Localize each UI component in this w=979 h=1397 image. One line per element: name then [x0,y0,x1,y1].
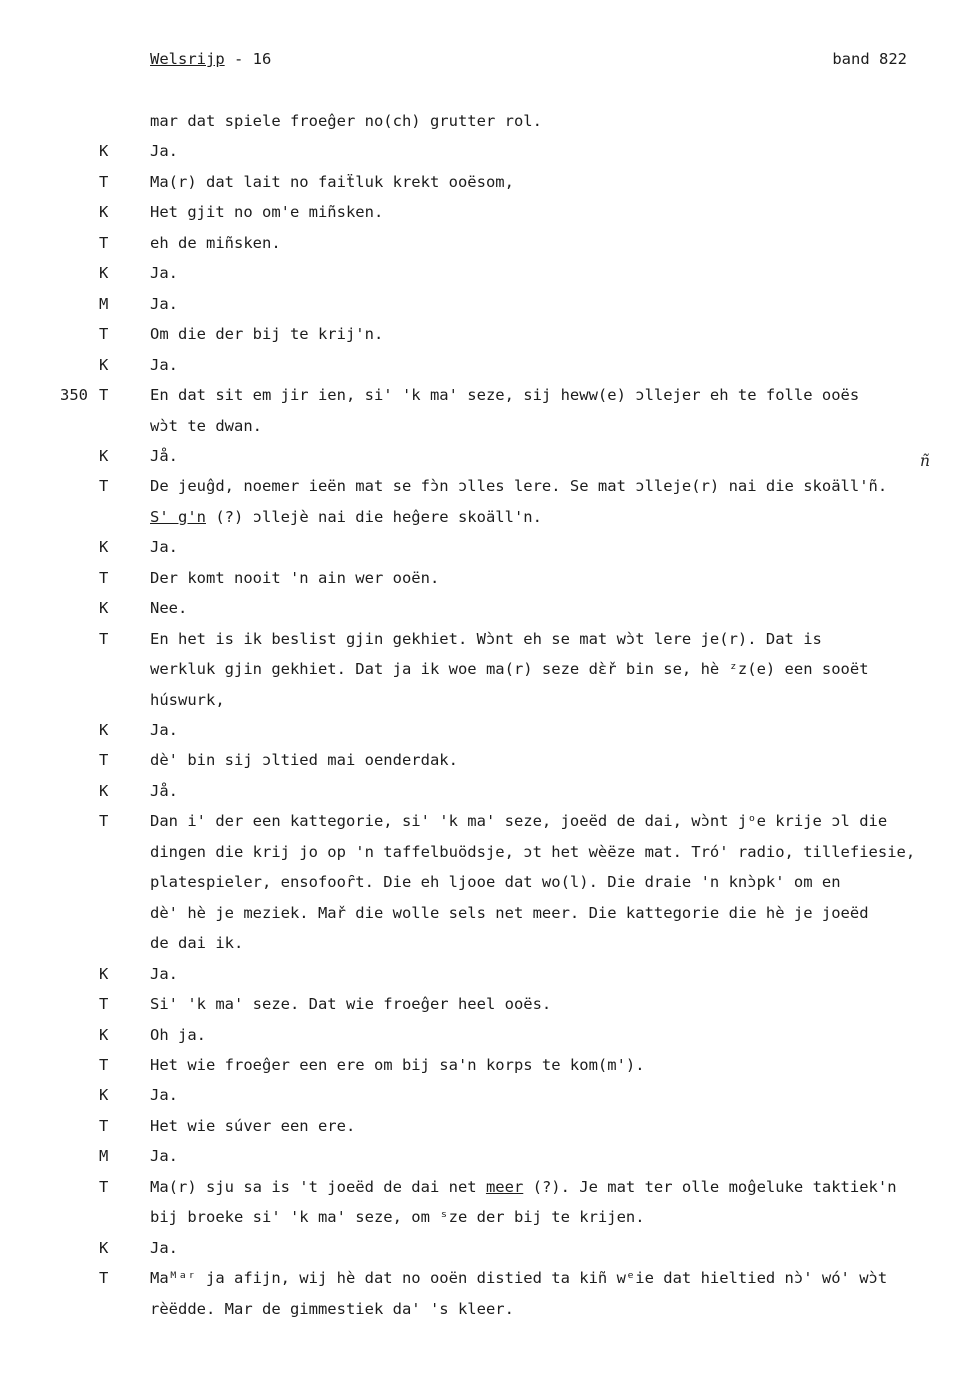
speaker-label: K [99,355,109,374]
utterance-text: Ja. [150,1238,178,1257]
utterance-text: Dan i' der een kattegorie, si' 'k ma' seze, joeëd de dai, wɔ̀nt jᵒe krije ɔl die [150,812,888,831]
line-number: 350 [60,386,88,405]
page-header [150,50,271,68]
speaker-label: T [99,1269,109,1288]
utterance-text: Ja. [150,964,178,983]
utterance-text: Ja. [150,294,178,313]
speaker-label: T [99,568,109,587]
utterance-text: De jeuĝd, noemer ieën mat se fɔ̀n ɔlles lere. Se mat ɔlleje(r) nai die skoäll'ñ. [150,477,888,496]
utterance-text: dè' bin sij ɔltied mai oenderdak. [150,751,458,770]
utterance-text: Jå. [150,446,178,465]
utterance-text: Maᴹᵃʳ ja afijn, wij hè dat no ooën distied ta kiñ wᵉie dat hieltied nɔ̀' wó' wɔ̀t [150,1269,888,1288]
speaker-label: K [99,1238,109,1257]
utterance-text: Ma(r) sju sa is 't joeëd de dai net meer (?). Je mat ter olle moĝeluke taktiek'n [150,1177,897,1196]
utterance-text: Jå. [150,781,178,800]
speaker-label: K [99,721,109,739]
utterance-text: Om die der bij te krij'n. [150,325,384,344]
utterance-text: Het gjit no om'e miñsken. [150,203,384,222]
speaker-label: T [99,1055,109,1074]
speaker-label: K [99,1086,109,1105]
utterance-text: Ja. [150,1086,178,1105]
utterance-text: Het wie súver een ere. [150,1116,356,1135]
document-title: Welsrijp [150,50,225,68]
page-number: - 16 [234,50,272,68]
utterance-text: dè' hè je meziek. Mař die wolle sels net meer. Die kattegorie die hè je joeëd [150,903,869,922]
speaker-label: T [99,1116,109,1135]
speaker-label: K [99,538,109,557]
speaker-label: T [99,751,109,770]
speaker-label: K [99,599,109,618]
utterance-text: Si' 'k ma' seze. Dat wie froeĝer heel ooës. [150,995,552,1014]
utterance-text: En dat sit em jir ien, si' 'k ma' seze, sij heww(e) ɔllejer eh te folle ooës [150,386,860,405]
utterance-text: Ja. [150,721,178,739]
underlined-fragment: S' g'n [150,507,206,526]
utterance-text: Ja. [150,538,178,557]
utterance-text: rèëdde. Mar de gimmestiek da' 's kleer. [150,1299,514,1318]
speaker-label: T [99,995,109,1014]
utterance-text: de dai ik. [150,934,244,953]
utterance-text: En het is ik beslist gjin gekhiet. Wɔ̀nt eh se mat wɔ̀t lere je(r). Dat is [150,629,822,648]
utterance-text: S' g'n (?) ɔllejè nai die heĝere skoäll'n. [150,507,542,526]
speaker-label: T [99,233,109,252]
utterance-text: Het wie froeĝer een ere om bij sa'n korps te kom(m'). [150,1055,645,1074]
utterance-text: Ja. [150,142,178,161]
utterance-text: mar dat spiele froeĝer no(ch) grutter rol. [150,112,542,130]
utterance-text: Nee. [150,599,188,618]
speaker-label: K [99,446,109,465]
speaker-label: M [99,1147,109,1166]
utterance-text: Oh ja. [150,1025,206,1044]
utterance-text: Ja. [150,1147,178,1166]
speaker-label: T [99,172,109,191]
underlined-fragment: meer [485,1177,524,1196]
utterance-text: Ja. [150,264,178,283]
handwritten-margin-correction: ñ [920,452,930,470]
speaker-label: K [99,203,109,222]
speaker-label: T [99,477,109,496]
utterance-text: dingen die krij jo op 'n taffelbuödsje, ɔt het wèëze mat. Tró' radio, tillefiesie, [150,842,916,861]
speaker-label: K [99,264,109,283]
speaker-label: K [99,964,109,983]
speaker-label: T [99,1177,109,1196]
speaker-label: T [99,386,109,405]
speaker-label: T [99,325,109,344]
utterance-text: Der komt nooit 'n ain wer ooën. [150,568,440,587]
utterance-text: wɔ̀t te dwan. [150,416,262,435]
utterance-text: werkluk gjin gekhiet. Dat ja ik woe ma(r) seze dɛ̀ř bin se, hè ᶻz(e) een sooët [150,660,869,679]
utterance-text: platespieler, ensofooȓt. Die eh ljooe dat wo(l). Die draie 'n knɔ̀pk' om en [150,873,841,892]
utterance-text: bij broeke si' 'k ma' seze, om ˢze der bij te krijen. [150,1208,645,1227]
speaker-label: K [99,781,109,800]
speaker-label: K [99,1025,109,1044]
band-number: band 822 [832,50,907,68]
speaker-label: T [99,812,109,831]
speaker-label: K [99,142,109,161]
utterance-text: húswurk, [150,690,225,709]
utterance-text: Ja. [150,355,178,374]
utterance-text: eh de miñsken. [150,233,281,252]
speaker-label: M [99,294,109,313]
speaker-label: T [99,629,109,648]
utterance-text: Ma(r) dat lait no faiẗluk krekt ooësom, [150,172,514,191]
